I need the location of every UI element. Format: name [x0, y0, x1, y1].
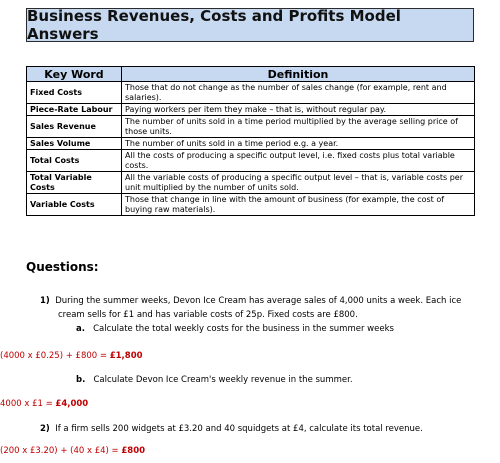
answer-1a-working: (4000 x £0.25) + £800 =	[0, 351, 110, 361]
table-row	[27, 104, 475, 116]
question-2	[40, 422, 423, 436]
table-row	[27, 194, 475, 216]
answer-1b-result: £4,000	[55, 399, 89, 409]
definition-cell: The number of units sold in a time period e.g. a year.	[122, 138, 475, 150]
answer-1a-result: £1,800	[109, 351, 143, 361]
table-row	[27, 172, 475, 194]
definition-cell: All the costs of producing a specific output level, i.e. fixed costs plus total variable costs.	[122, 150, 475, 172]
table-row	[27, 116, 475, 138]
term-cell: Sales Volume	[27, 138, 122, 150]
definition-cell: Paying workers per item they make – that is, without regular pay.	[122, 104, 475, 116]
question-1-text-1: During the summer weeks, Devon Ice Cream has average sales of 4,000 units a week. Each ice	[55, 296, 462, 306]
answer-2	[0, 444, 145, 458]
question-1b-label: b.	[76, 375, 86, 385]
questions-heading: Questions:	[26, 260, 99, 274]
header-definition: Definition	[122, 67, 475, 82]
definition-cell: Those that change in line with the amount of business (for example, the cost of buying raw materials).	[122, 194, 475, 216]
definition-cell: Those that do not change as the number of sales change (for example, rent and salaries).	[122, 82, 475, 104]
question-1-number: 1)	[40, 296, 50, 306]
question-1-line-2	[58, 308, 358, 322]
term-cell: Variable Costs	[27, 194, 122, 216]
title-banner	[26, 8, 474, 42]
header-key-word: Key Word	[27, 67, 122, 82]
answer-1b-working: 4000 x £1 =	[0, 399, 56, 409]
term-cell: Total Variable Costs	[27, 172, 122, 194]
answer-2-working: (200 x £3.20) + (40 x £4) =	[0, 446, 122, 456]
table-row	[27, 82, 475, 104]
term-cell: Sales Revenue	[27, 116, 122, 138]
definitions-table	[26, 66, 475, 216]
table-row	[27, 150, 475, 172]
table-header-row	[27, 67, 475, 82]
question-1b-text: Calculate Devon Ice Cream's weekly revenue in the summer.	[93, 375, 353, 385]
answer-1a	[0, 349, 143, 363]
term-cell: Piece-Rate Labour	[27, 104, 122, 116]
question-2-text: If a firm sells 200 widgets at £3.20 and 40 squidgets at £4, calculate its total revenue.	[55, 424, 423, 434]
question-1a-text: Calculate the total weekly costs for the business in the summer weeks	[93, 324, 394, 334]
answer-1b	[0, 397, 88, 411]
question-2-number: 2)	[40, 424, 50, 434]
page-title: Business Revenues, Costs and Profits Model Answers	[27, 7, 401, 43]
question-1a	[76, 322, 394, 336]
question-1a-label: a.	[76, 324, 85, 334]
table-row	[27, 138, 475, 150]
term-cell: Total Costs	[27, 150, 122, 172]
question-1b	[76, 373, 353, 387]
question-1-line-1	[40, 294, 461, 308]
question-1-text-2: cream sells for £1 and has variable costs of 25p. Fixed costs are £800.	[58, 310, 358, 320]
definition-cell: The number of units sold in a time period multiplied by the average selling price of those units.	[122, 116, 475, 138]
definition-cell: All the variable costs of producing a specific output level – that is, variable costs per unit multiplied by the number of units sold.	[122, 172, 475, 194]
term-cell: Fixed Costs	[27, 82, 122, 104]
answer-2-result: £800	[121, 446, 146, 456]
